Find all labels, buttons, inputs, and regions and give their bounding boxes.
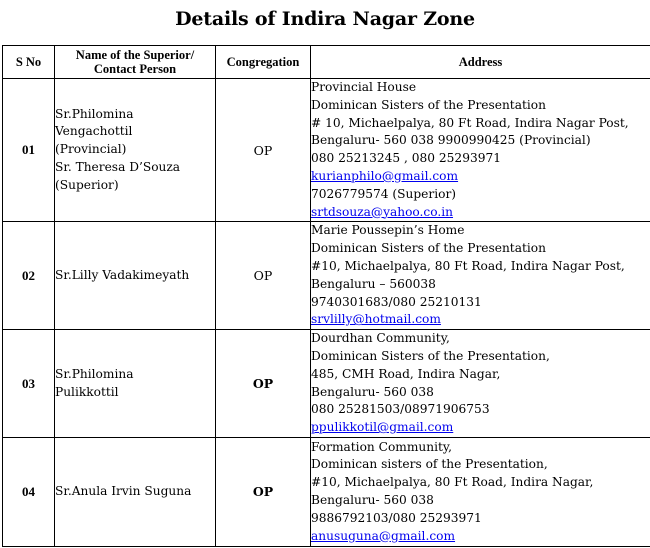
email-link[interactable]: anusuguna@gmail.com: [311, 528, 456, 543]
email-link[interactable]: kurianphilo@gmail.com: [311, 168, 459, 183]
zone-details-table: [2, 45, 650, 547]
row-address: [311, 79, 650, 222]
table-header-row: [3, 46, 650, 79]
address-line: 9886792103/080 25293971: [311, 510, 482, 525]
address-line: 080 25213245 , 080 25293971: [311, 151, 501, 166]
row-address: [311, 330, 650, 438]
address-line: Bengaluru- 560 038: [311, 384, 434, 399]
address-line: Dominican Sisters of the Presentation,: [311, 348, 550, 363]
row-contact-person: [55, 222, 216, 330]
address-line: Dourdhan Community,: [311, 331, 450, 346]
email-link[interactable]: ppulikkotil@gmail.com: [311, 420, 454, 435]
address-line: Bengaluru – 560038: [311, 276, 436, 291]
address-line: Dominican sisters of the Presentation,: [311, 457, 548, 472]
table-row: [3, 79, 650, 222]
address-line: #10, Michaelpalya, 80 Ft Road, Indira Nagar,: [311, 475, 594, 490]
header-name: [55, 46, 216, 79]
header-sno: S No: [3, 46, 55, 79]
row-contact-person: [55, 79, 216, 222]
table-row: [3, 437, 650, 546]
contact-line: Sr.Lilly Vadakimeyath: [55, 267, 190, 282]
address-line: 080 25281503/08971906753: [311, 402, 490, 417]
header-address: Address: [311, 46, 650, 79]
row-sno: 03: [3, 330, 55, 438]
row-sno: 02: [3, 222, 55, 330]
header-name-line: Contact Person: [93, 62, 177, 76]
address-line: #10, Michaelpalya, 80 Ft Road, Indira Nagar Post,: [311, 258, 625, 273]
address-line: 9740301683/080 25210131: [311, 294, 482, 309]
row-congregation: OP: [216, 330, 311, 438]
row-sno: 01: [3, 79, 55, 222]
table-row: [3, 330, 650, 438]
contact-line: Sr. Theresa D’Souza: [55, 160, 181, 175]
email-link[interactable]: srtdsouza@yahoo.co.in: [311, 204, 454, 219]
contact-line: Sr.Philomina: [55, 106, 134, 121]
contact-line: (Superior): [55, 177, 119, 192]
email-link[interactable]: srvlilly@hotmail.com: [311, 312, 441, 327]
address-line: Dominican Sisters of the Presentation: [311, 97, 546, 112]
page-title: Details of Indira Nagar Zone: [175, 8, 475, 30]
row-contact-person: [55, 437, 216, 546]
row-contact-person: [55, 330, 216, 438]
address-line: Marie Poussepin’s Home: [311, 223, 465, 238]
row-address: [311, 437, 650, 546]
row-address: [311, 222, 650, 330]
address-line: 7026779574 (Superior): [311, 186, 457, 201]
address-line: Bengaluru- 560 038: [311, 492, 434, 507]
address-line: # 10, Michaelpalya, 80 Ft Road, Indira Nagar Post,: [311, 115, 629, 130]
contact-line: Vengachottil: [55, 124, 133, 139]
address-line: 485, CMH Road, Indira Nagar,: [311, 366, 501, 381]
header-congregation: Congregation: [216, 46, 311, 79]
row-congregation: OP: [216, 437, 311, 546]
address-line: Dominican Sisters of the Presentation: [311, 241, 546, 256]
contact-line: Pulikkottil: [55, 384, 119, 399]
contact-line: Sr.Philomina: [55, 366, 134, 381]
table-row: [3, 222, 650, 330]
contact-line: Sr.Anula Irvin Suguna: [55, 484, 192, 499]
address-line: Provincial House: [311, 80, 417, 94]
row-congregation: OP: [216, 79, 311, 222]
contact-line: (Provincial): [55, 142, 127, 157]
header-name-line: Name of the Superior/: [75, 48, 195, 62]
address-line: Bengaluru- 560 038 9900990425 (Provincial): [311, 133, 591, 148]
row-sno: 04: [3, 437, 55, 546]
address-line: Formation Community,: [311, 439, 453, 454]
row-congregation: OP: [216, 222, 311, 330]
